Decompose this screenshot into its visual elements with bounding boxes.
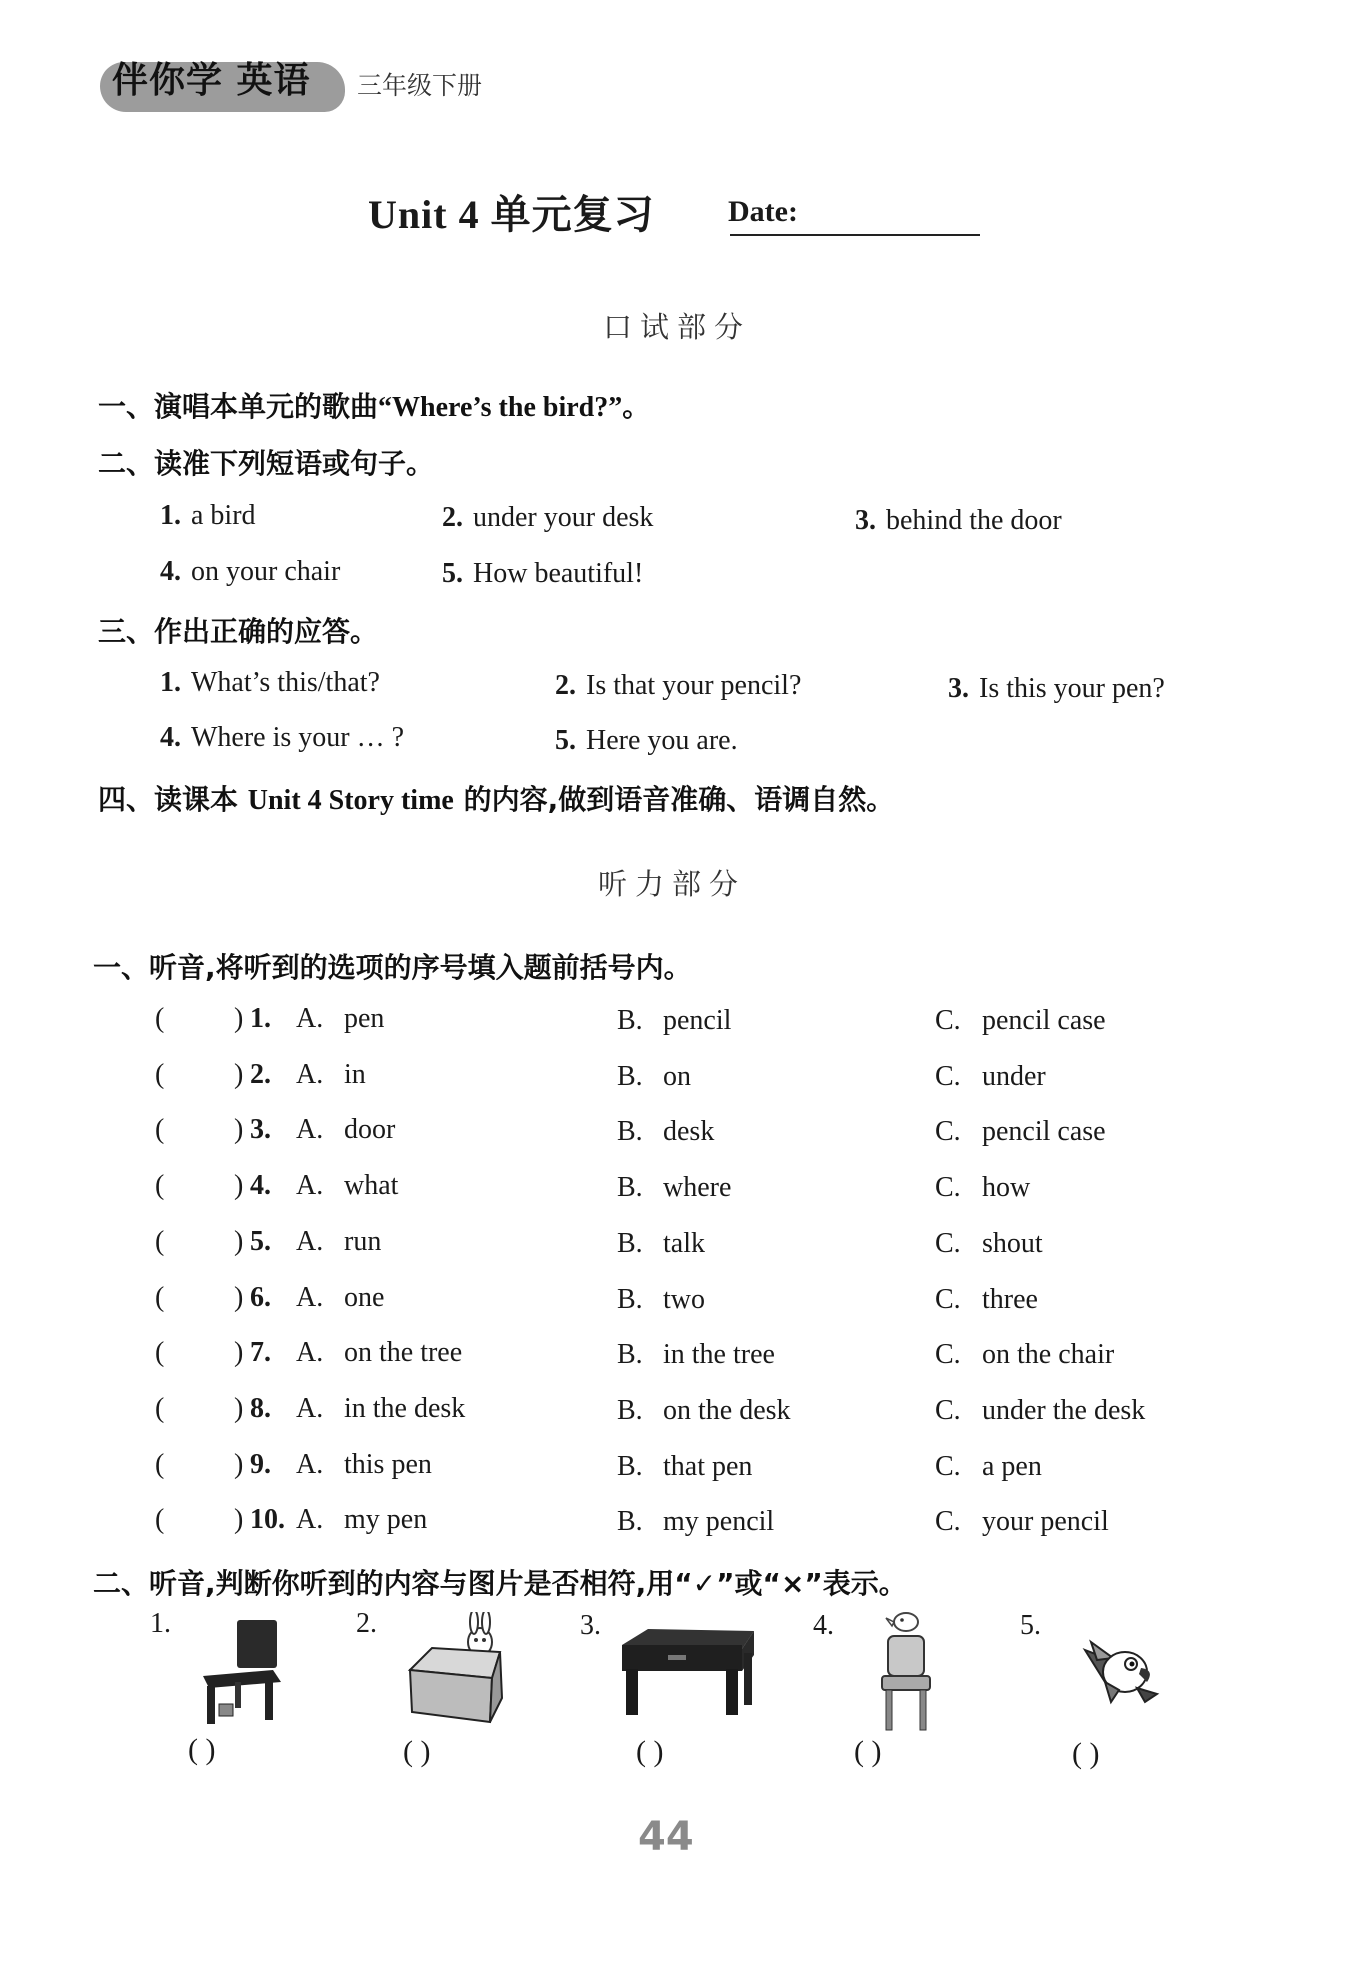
oral-q3-item-3: 3. Is this your pen? (948, 673, 1165, 704)
option-a-text: what (344, 1170, 399, 1201)
answer-paren-open[interactable]: ( (155, 1504, 165, 1535)
answer-paren-close[interactable]: ) (234, 1170, 244, 1201)
option-b-label: B. (617, 1339, 643, 1370)
option-c-label: C. (935, 1061, 961, 1092)
answer-paren-close[interactable]: ) (234, 1504, 244, 1535)
picture-item-5-number: 5. (1020, 1610, 1041, 1641)
option-b-label: B. (617, 1451, 643, 1482)
oral-q3-item-2: 2. Is that your pencil? (555, 670, 802, 701)
option-a-label: A. (296, 1170, 324, 1201)
option-b-label: B. (617, 1172, 643, 1203)
rabbit-in-box-icon (402, 1612, 512, 1732)
oral-q2-item-1: 1. a bird (160, 500, 256, 531)
oral-question-3-heading: 三、作出正确的应答。 (98, 615, 379, 648)
picture-item-2-number: 2. (356, 1608, 377, 1639)
option-b-text: on (663, 1061, 691, 1092)
option-c-label: C. (935, 1506, 961, 1537)
answer-paren-open[interactable]: ( (155, 1282, 165, 1313)
row-number: 8. (250, 1393, 271, 1424)
option-b-label: B. (617, 1005, 643, 1036)
answer-paren-close[interactable]: ) (234, 1003, 244, 1034)
row-number: 7. (250, 1337, 271, 1368)
answer-paren-open[interactable]: ( (155, 1393, 165, 1424)
option-a-text: in the desk (344, 1393, 466, 1424)
parrot-icon (1075, 1630, 1165, 1710)
option-a-text: this pen (344, 1449, 432, 1480)
option-b-text: in the tree (663, 1339, 775, 1370)
option-a-label: A. (296, 1393, 324, 1424)
option-a-text: run (344, 1226, 382, 1257)
date-field[interactable] (730, 234, 980, 236)
bird-on-chair-icon (872, 1610, 942, 1735)
oral-q2-item-3: 3. behind the door (855, 505, 1062, 536)
option-a-text: one (344, 1282, 385, 1313)
date-label: Date: (728, 195, 798, 228)
option-b-text: pencil (663, 1005, 732, 1036)
picture-item-4-number: 4. (813, 1610, 834, 1641)
option-a-text: door (344, 1114, 396, 1145)
option-a-label: A. (296, 1337, 324, 1368)
option-c-text: how (982, 1172, 1031, 1203)
option-b-text: on the desk (663, 1395, 791, 1426)
option-c-text: shout (982, 1228, 1043, 1259)
option-a-text: in (344, 1059, 366, 1090)
option-c-text: your pencil (982, 1506, 1109, 1537)
option-b-label: B. (617, 1284, 643, 1315)
answer-blank-2[interactable]: ( ) (403, 1735, 431, 1768)
row-number: 3. (250, 1114, 271, 1145)
oral-q3-item-5: 5. Here you are. (555, 725, 738, 756)
option-c-text: on the chair (982, 1339, 1115, 1370)
brand-logo: 伴你学 英语 (112, 60, 311, 101)
oral-question-4: 四、读课本 Unit 4 Story time 的内容,做到语音准确、语调自然。 (98, 783, 895, 816)
option-a-label: A. (296, 1282, 324, 1313)
option-a-text: pen (344, 1003, 385, 1034)
option-c-text: under the desk (982, 1395, 1146, 1426)
row-number: 2. (250, 1059, 271, 1090)
answer-paren-open[interactable]: ( (155, 1059, 165, 1090)
answer-paren-close[interactable]: ) (234, 1393, 244, 1424)
option-b-label: B. (617, 1506, 643, 1537)
answer-paren-close[interactable]: ) (234, 1282, 244, 1313)
option-a-label: A. (296, 1226, 324, 1257)
answer-blank-5[interactable]: ( ) (1072, 1737, 1100, 1770)
oral-question-2-heading: 二、读准下列短语或句子。 (98, 447, 435, 480)
answer-paren-open[interactable]: ( (155, 1114, 165, 1145)
oral-section-title: 口试部分 (603, 310, 752, 344)
answer-blank-3[interactable]: ( ) (636, 1735, 664, 1768)
option-c-label: C. (935, 1172, 961, 1203)
option-b-label: B. (617, 1061, 643, 1092)
option-b-text: my pencil (663, 1506, 775, 1537)
listening-question-2-heading: 二、听音,判断你听到的内容与图片是否相符,用“✓”或“×”表示。 (93, 1567, 907, 1600)
option-a-label: A. (296, 1114, 324, 1145)
answer-paren-close[interactable]: ) (234, 1114, 244, 1145)
option-b-text: desk (663, 1116, 715, 1147)
option-b-label: B. (617, 1395, 643, 1426)
option-a-label: A. (296, 1504, 324, 1535)
desk-icon (618, 1625, 758, 1720)
option-b-text: two (663, 1284, 705, 1315)
row-number: 5. (250, 1226, 271, 1257)
option-c-label: C. (935, 1228, 961, 1259)
option-c-text: under (982, 1061, 1046, 1092)
option-c-text: pencil case (982, 1116, 1106, 1147)
option-c-label: C. (935, 1395, 961, 1426)
answer-paren-open[interactable]: ( (155, 1003, 165, 1034)
page-title: Unit 4 单元复习 (368, 192, 655, 237)
option-c-label: C. (935, 1005, 961, 1036)
option-c-label: C. (935, 1451, 961, 1482)
listening-section-title: 听力部分 (598, 867, 747, 901)
option-c-label: C. (935, 1116, 961, 1147)
row-number: 1. (250, 1003, 271, 1034)
answer-paren-open[interactable]: ( (155, 1170, 165, 1201)
page-number: 44 (638, 1814, 694, 1860)
row-number: 9. (250, 1449, 271, 1480)
option-b-text: talk (663, 1228, 705, 1259)
option-a-label: A. (296, 1449, 324, 1480)
option-c-text: three (982, 1284, 1038, 1315)
option-c-text: a pen (982, 1451, 1042, 1482)
answer-paren-open[interactable]: ( (155, 1449, 165, 1480)
option-a-label: A. (296, 1003, 324, 1034)
picture-item-1-number: 1. (150, 1608, 171, 1639)
oral-question-1: 一、演唱本单元的歌曲“Where’s the bird?”。 (98, 390, 651, 423)
answer-blank-4[interactable]: ( ) (854, 1735, 882, 1768)
option-a-label: A. (296, 1059, 324, 1090)
option-a-text: my pen (344, 1504, 428, 1535)
answer-paren-close[interactable]: ) (234, 1449, 244, 1480)
oral-q2-item-5: 5. How beautiful! (442, 558, 644, 589)
chair-with-object-icon (195, 1618, 285, 1728)
answer-paren-open[interactable]: ( (155, 1337, 165, 1368)
option-b-text: where (663, 1172, 732, 1203)
answer-paren-close[interactable]: ) (234, 1059, 244, 1090)
oral-q3-item-4: 4. Where is your … ? (160, 722, 405, 753)
oral-q2-item-2: 2. under your desk (442, 502, 654, 533)
picture-item-3-number: 3. (580, 1610, 601, 1641)
option-c-label: C. (935, 1339, 961, 1370)
grade-label: 三年级下册 (357, 71, 483, 100)
answer-paren-close[interactable]: ) (234, 1226, 244, 1257)
option-a-text: on the tree (344, 1337, 463, 1368)
listening-question-1-heading: 一、听音,将听到的选项的序号填入题前括号内。 (93, 951, 692, 984)
oral-q3-item-1: 1. What’s this/that? (160, 667, 380, 698)
option-b-label: B. (617, 1228, 643, 1259)
row-number: 10. (250, 1504, 285, 1535)
answer-paren-open[interactable]: ( (155, 1226, 165, 1257)
row-number: 6. (250, 1282, 271, 1313)
answer-blank-1[interactable]: ( ) (188, 1733, 216, 1766)
option-c-text: pencil case (982, 1005, 1106, 1036)
oral-q2-item-4: 4. on your chair (160, 556, 341, 587)
answer-paren-close[interactable]: ) (234, 1337, 244, 1368)
option-b-text: that pen (663, 1451, 753, 1482)
row-number: 4. (250, 1170, 271, 1201)
option-c-label: C. (935, 1284, 961, 1315)
option-b-label: B. (617, 1116, 643, 1147)
